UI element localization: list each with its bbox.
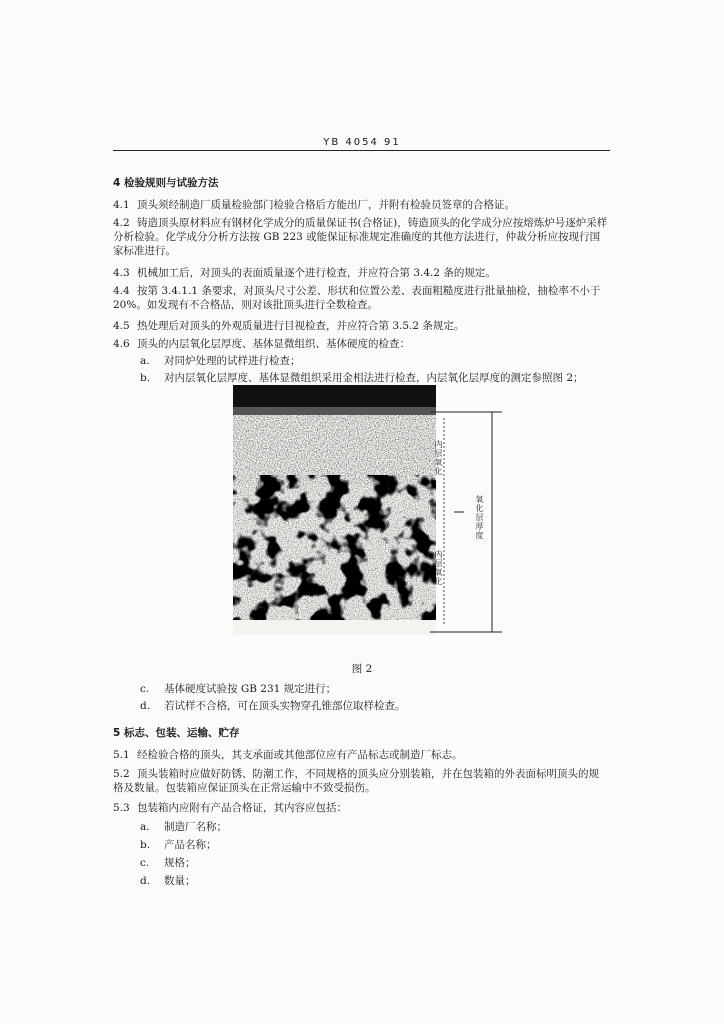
section-4-title: 4 检验规则与试验方法 <box>113 177 219 189</box>
thickness-measurement <box>430 400 540 635</box>
clause-4-4: 4.4 按第 3.4.1.1 条要求，对顶头尺寸公差、形状和位置公差、表面粗糙度进行批量抽检，抽检率不小于 20%。如发现有不合格品，则对该批顶头进行全数检查。 <box>113 285 601 311</box>
item-4-6-d: d. 若试样不合格，可在顶头实物穿孔锥部位取样检查。 <box>140 700 406 712</box>
figure-caption: 图 2 <box>351 663 373 675</box>
item-4-6-b: b. 对内层氧化层厚度、基体显微组织采用金相法进行检查，内层氧化层厚度的测定参照图 2； <box>140 372 584 384</box>
clause-5-2: 5.2 顶头装箱时应做好防锈、防潮工作，不同规格的顶头应分别装箱，并在包装箱的外表面标明顶头的规格及数量。包装箱应保证顶头在正常运输中不致受损伤。 <box>113 768 599 794</box>
item-4-6-a: a. 对同炉处理的试样进行检查； <box>140 355 301 367</box>
micrograph-image <box>233 385 436 635</box>
section-5-title: 5 标志、包装、运输、贮存 <box>113 727 240 739</box>
clause-5-3: 5.3 包装箱内应附有产品合格证，其内容应包括： <box>113 802 347 814</box>
header-rule <box>113 150 610 151</box>
clause-4-2: 4.2 铸造顶头原材料应有钢材化学成分的质量保证书(合格证)，铸造顶头的化学成分应按熔炼炉号逐炉采样分析检验。化学成分分析方法按 GB 223 或能保证标准规定准确度的其他方法进行，仲裁分析应按现行国家标准进行。 <box>113 217 608 257</box>
clause-5-1: 5.1 经检验合格的顶头，其支承面或其他部位应有产品标志或制造厂标志。 <box>113 749 463 761</box>
item-5-3-a: a. 制造厂名称； <box>140 821 227 833</box>
item-5-3-c: c. 规格； <box>140 857 196 869</box>
page-header-code: YB 4054 91 <box>323 137 401 148</box>
figure-label-upper: 内层氧化 <box>434 440 443 476</box>
figure-label-total: 氧化层厚度 <box>475 495 484 540</box>
clause-4-3: 4.3 机械加工后，对顶头的表面质量逐个进行检查，并应符合第 3.4.2 条的规定。 <box>113 267 496 279</box>
clause-4-5: 4.5 热处理后对顶头的外观质量进行目视检查，并应符合第 3.5.2 条规定。 <box>113 320 465 332</box>
clause-4-1: 4.1 顶头须经制造厂质量检验部门检验合格后方能出厂，并附有检验员签章的合格证。 <box>113 199 515 211</box>
item-4-6-c: c. 基体硬度试验按 GB 231 规定进行； <box>140 683 337 695</box>
item-5-3-d: d. 数量； <box>140 875 196 887</box>
figure-label-lower: 内层氧化 <box>434 550 443 586</box>
clause-4-6: 4.6 顶头的内层氧化层厚度、基体显微组织、基体硬度的检查： <box>113 338 410 350</box>
item-5-3-b: b. 产品名称； <box>140 839 217 851</box>
